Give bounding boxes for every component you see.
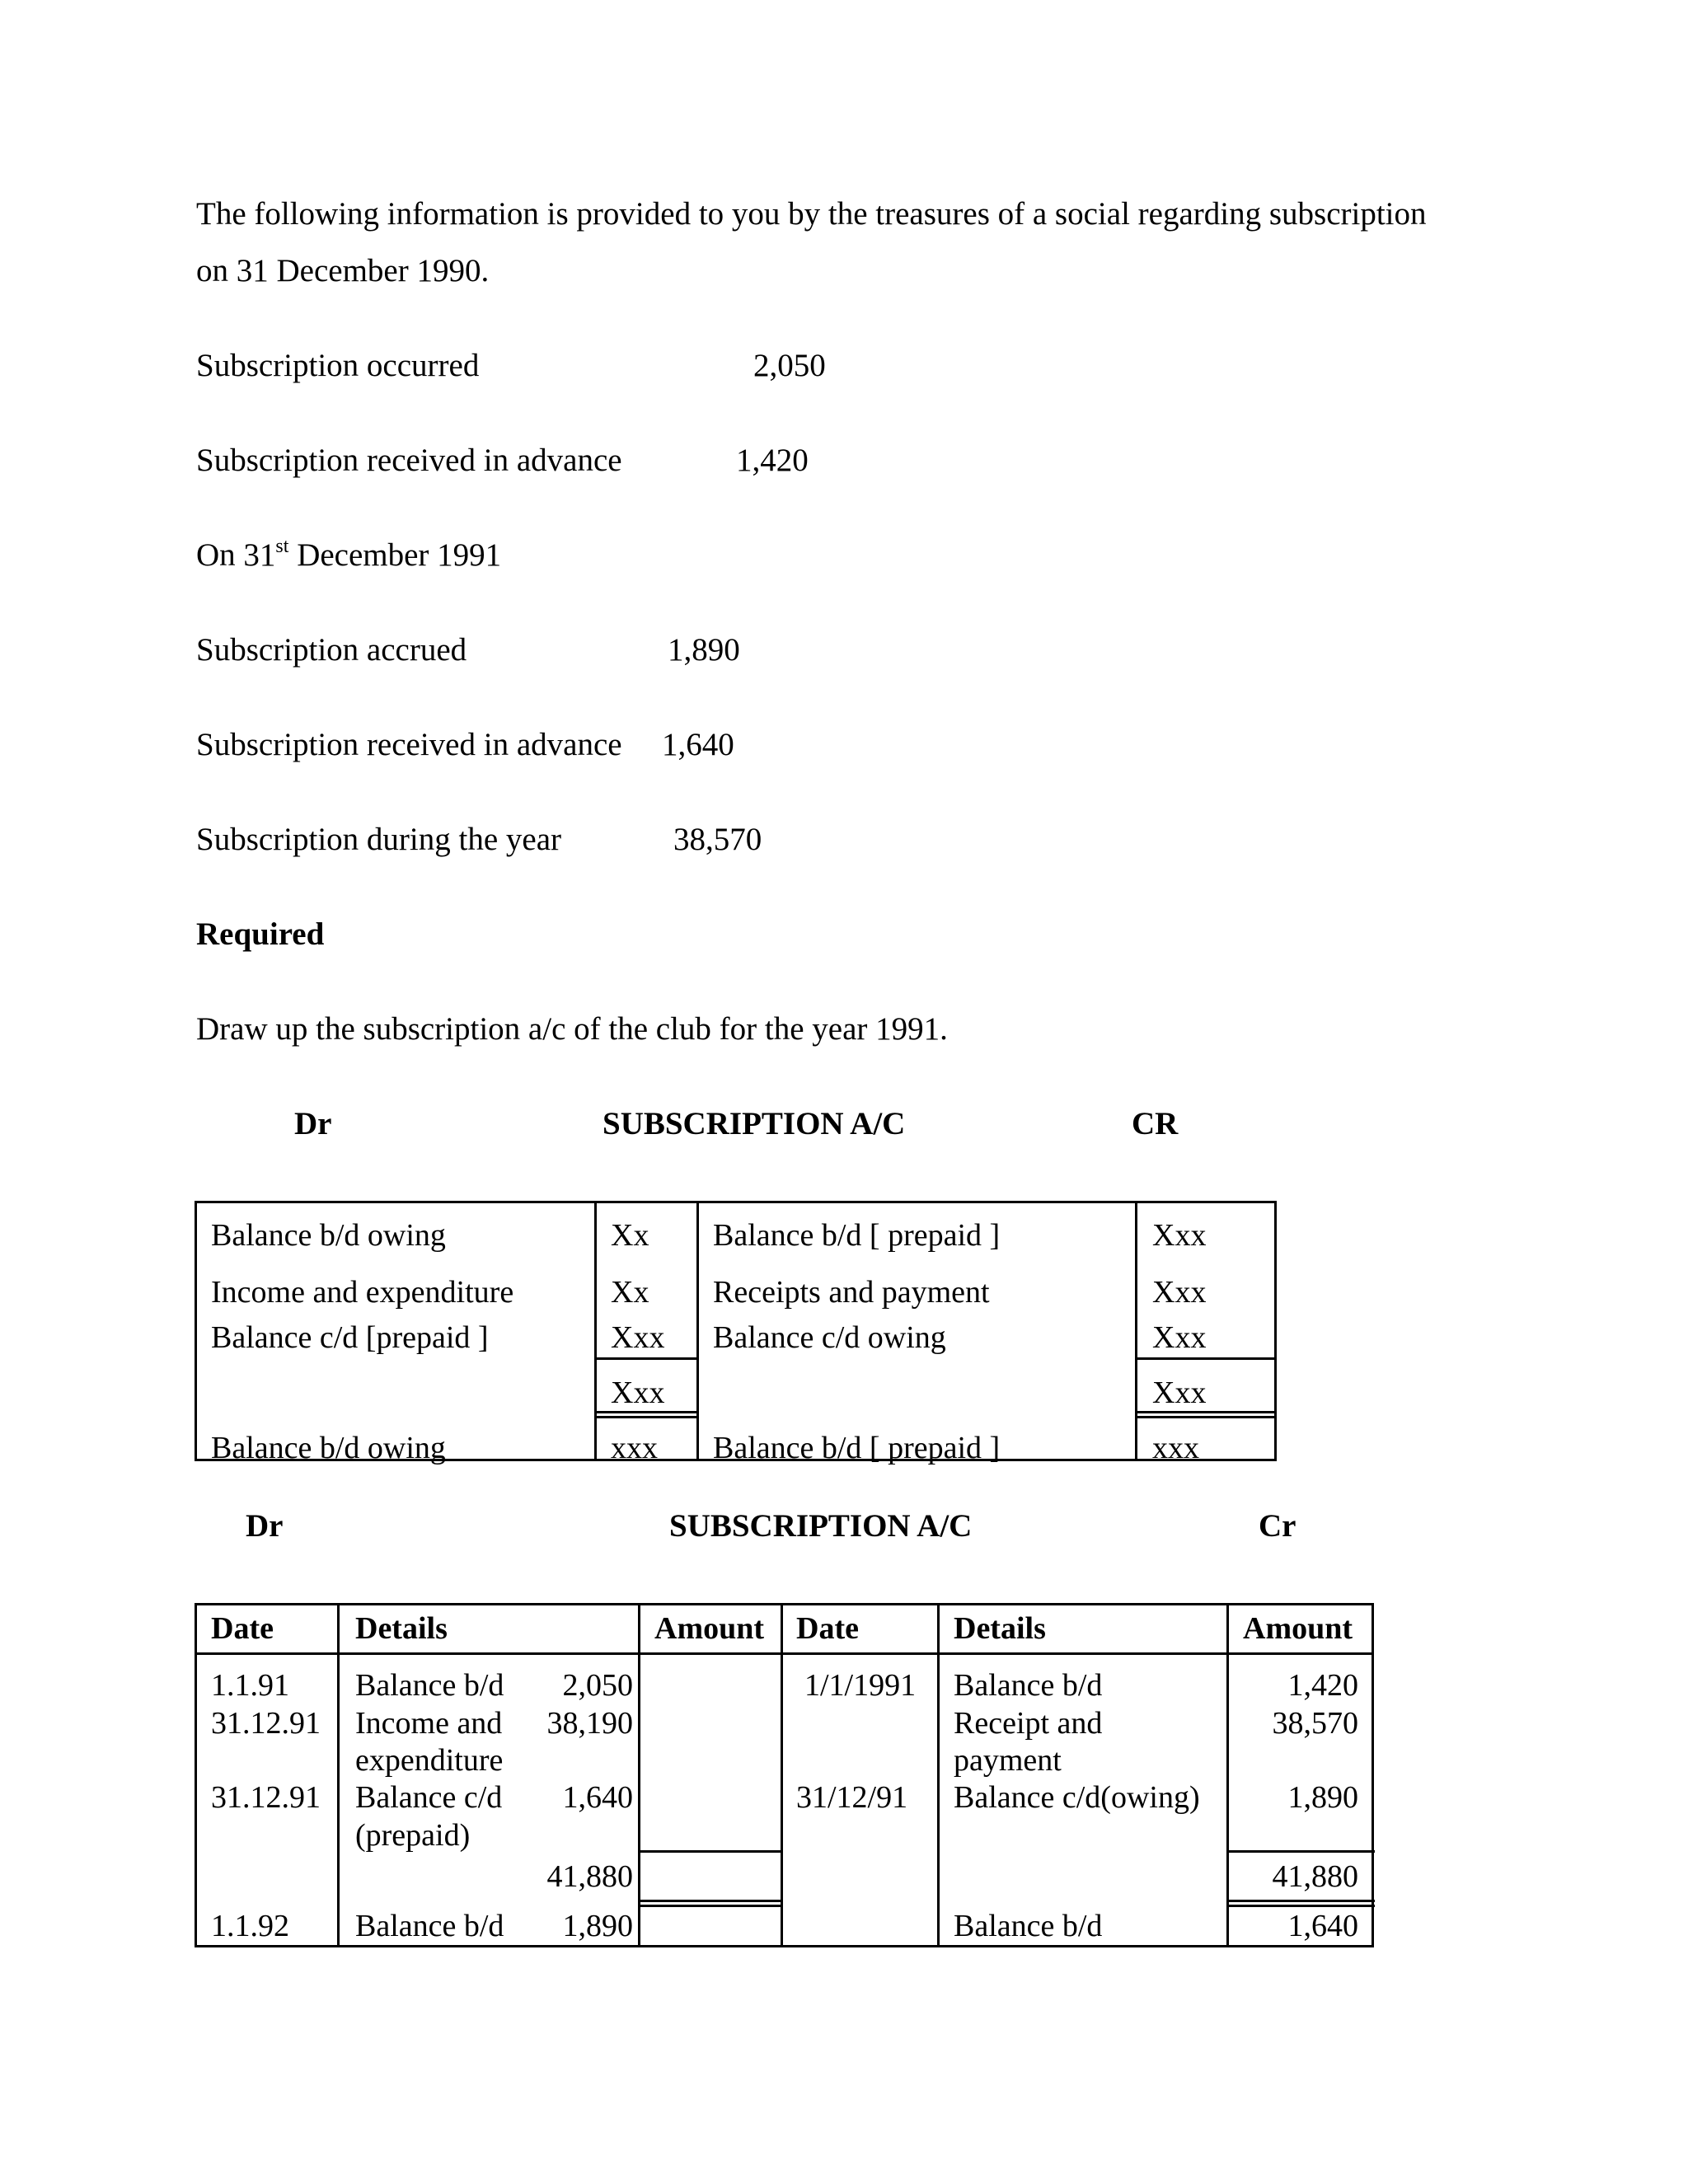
- debit-details: Balance b/d: [355, 1668, 504, 1703]
- ledger-left-label: Balance c/d [prepaid ]: [211, 1320, 489, 1355]
- credit-details: payment: [954, 1743, 1062, 1778]
- credit-details: Receipt and: [954, 1706, 1103, 1741]
- debit-amount: 2,050: [562, 1668, 633, 1703]
- date-heading-sup: st: [275, 536, 289, 557]
- account-title: SUBSCRIPTION A/C: [603, 1106, 906, 1141]
- item-value: 1,420: [736, 443, 809, 478]
- item-value: 2,050: [753, 348, 826, 383]
- credit-amount: 38,570: [1272, 1706, 1358, 1741]
- intro-line-1: The following information is provided to you by the treasures of a social regarding subscription: [196, 196, 1427, 232]
- subscription-account-table: [195, 1603, 1374, 1947]
- credit-amount: 1,890: [1287, 1780, 1358, 1815]
- debit-amount: 1,640: [562, 1780, 633, 1815]
- intro-line-2: on 31 December 1990.: [196, 253, 490, 288]
- header-date: Date: [211, 1611, 274, 1646]
- header-details: Details: [954, 1611, 1046, 1646]
- item-value: 38,570: [673, 822, 762, 857]
- cr-label: Cr: [1259, 1508, 1296, 1544]
- item-value: 1,890: [668, 632, 740, 668]
- ledger-right-total: Xxx: [1152, 1376, 1207, 1410]
- ledger-right-amount: Xxx: [1152, 1320, 1207, 1355]
- ledger-right-amount: Xxx: [1152, 1218, 1207, 1253]
- header-amount: Amount: [1243, 1611, 1353, 1646]
- header-details: Details: [355, 1611, 448, 1646]
- ledger-left-amount: Xxx: [611, 1320, 665, 1355]
- cr-label: CR: [1132, 1106, 1179, 1141]
- date-heading-suffix: December 1991: [288, 537, 502, 573]
- debit-details: Balance c/d: [355, 1780, 503, 1815]
- credit-amount: 1,640: [1287, 1909, 1358, 1943]
- debit-details: Income and: [355, 1706, 503, 1741]
- ledger-left-amount: Xx: [611, 1275, 649, 1310]
- credit-details: Balance c/d(owing): [954, 1780, 1200, 1815]
- credit-total: 41,880: [1272, 1859, 1358, 1894]
- item-label: Subscription occurred: [196, 348, 480, 383]
- ledger-right-amount: Xxx: [1152, 1275, 1207, 1310]
- debit-details: (prepaid): [355, 1818, 471, 1853]
- ledger-right-label: Balance b/d [ prepaid ]: [713, 1218, 1001, 1253]
- debit-date: 31.12.91: [211, 1706, 321, 1741]
- debit-details: expenditure: [355, 1743, 504, 1778]
- debit-date: 1.1.91: [211, 1668, 289, 1703]
- debit-amount: 38,190: [546, 1706, 633, 1741]
- credit-date: 31/12/91: [796, 1780, 908, 1815]
- ledger-left-label: Balance b/d owing: [211, 1218, 446, 1253]
- item-value: 1,640: [662, 727, 734, 762]
- ledger-left-total: Xxx: [611, 1376, 665, 1410]
- ledger-left-label: Income and expenditure: [211, 1275, 514, 1310]
- header-date: Date: [796, 1611, 859, 1646]
- debit-total: 41,880: [546, 1859, 633, 1894]
- item-label: Subscription accrued: [196, 632, 467, 668]
- ledger-left-label: Balance b/d owing: [211, 1431, 446, 1465]
- credit-details: Balance b/d: [954, 1668, 1103, 1703]
- credit-amount: 1,420: [1287, 1668, 1358, 1703]
- account-title: SUBSCRIPTION A/C: [669, 1508, 973, 1544]
- required-heading: Required: [196, 916, 325, 952]
- dr-label: Dr: [246, 1508, 284, 1544]
- item-label: Subscription received in advance: [196, 727, 622, 762]
- ledger-right-label: Balance b/d [ prepaid ]: [713, 1431, 1001, 1465]
- instruction: Draw up the subscription a/c of the club for the year 1991.: [196, 1011, 948, 1047]
- template-ledger-table: [195, 1201, 1277, 1465]
- date-heading: [196, 536, 502, 573]
- item-label: Subscription received in advance: [196, 443, 622, 478]
- dr-label: Dr: [294, 1106, 332, 1141]
- debit-date: 1.1.92: [211, 1909, 289, 1943]
- item-label: Subscription during the year: [196, 822, 561, 857]
- ledger-left-amount: Xx: [611, 1218, 649, 1253]
- debit-details: Balance b/d: [355, 1909, 504, 1943]
- debit-date: 31.12.91: [211, 1780, 321, 1815]
- credit-details: Balance b/d: [954, 1909, 1103, 1943]
- ledger-right-label: Balance c/d owing: [713, 1320, 946, 1355]
- ledger-left-amount: xxx: [611, 1431, 658, 1465]
- date-heading-prefix: On 31: [196, 537, 276, 573]
- ledger-right-label: Receipts and payment: [713, 1275, 990, 1310]
- ledger-right-amount: xxx: [1152, 1431, 1199, 1465]
- credit-date: 1/1/1991: [804, 1668, 917, 1703]
- header-amount: Amount: [654, 1611, 765, 1646]
- debit-amount: 1,890: [562, 1909, 633, 1943]
